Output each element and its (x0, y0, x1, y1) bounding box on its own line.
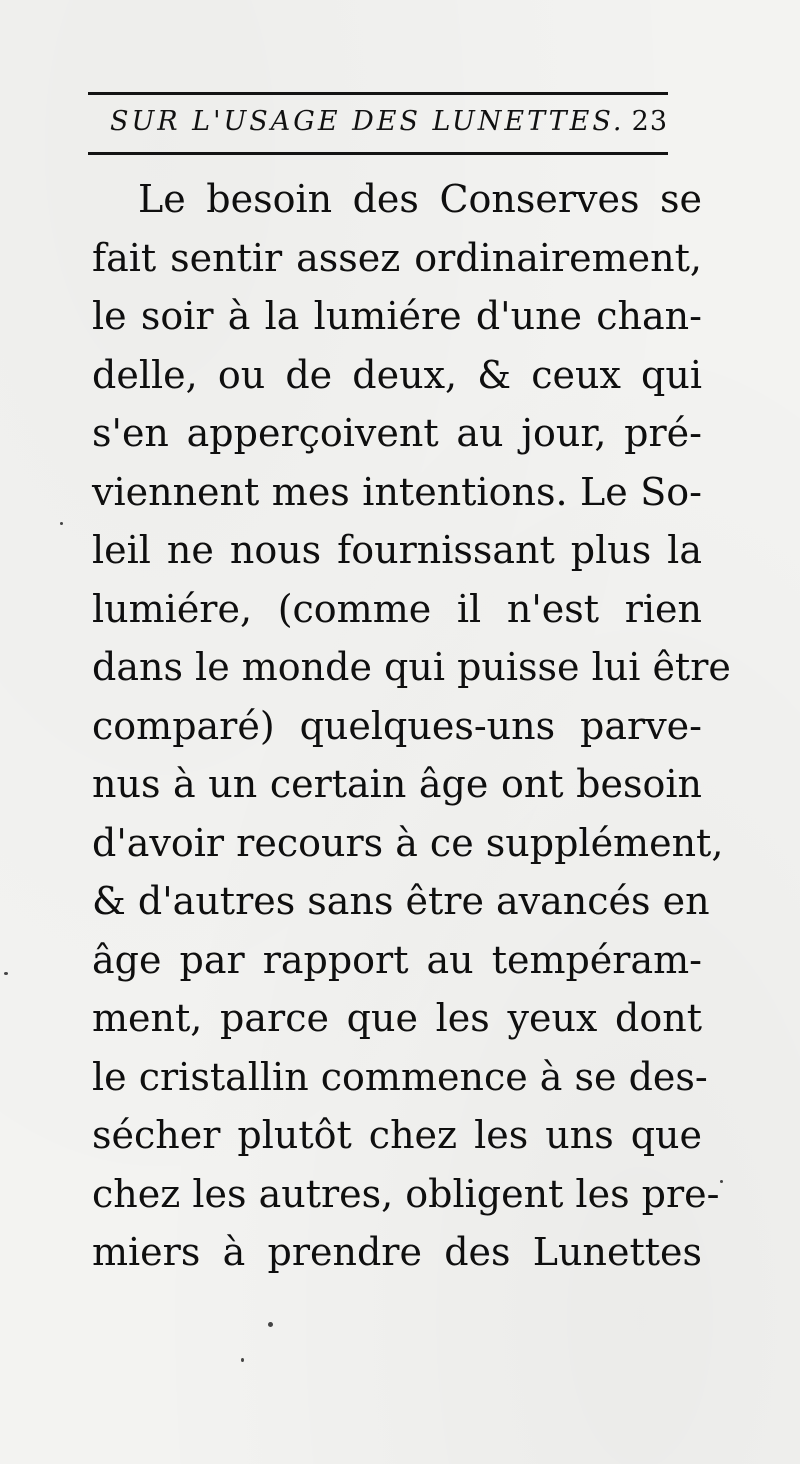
text-line: lumiére, (comme il n'est rien (92, 586, 702, 631)
paper-speck (4, 972, 8, 975)
text-line: âge par rapport au tempéram- (92, 937, 702, 982)
text-line: miers à prendre des Lunettes (92, 1230, 702, 1274)
header-top-rule (88, 92, 668, 95)
text-line: comparé) quelques-uns parve- (92, 703, 702, 748)
paper-speck (241, 1358, 244, 1362)
text-line: dans le monde qui puisse lui être (92, 645, 731, 689)
header-bottom-rule (88, 152, 668, 155)
text-line: nus à un certain âge ont besoin (92, 762, 702, 806)
text-line: chez les autres, obligent les pre- (92, 1171, 720, 1216)
text-line: & d'autres sans être avancés en (92, 879, 710, 923)
text-line: Le besoin des Conserves se (138, 177, 702, 221)
text-line: le cristallin commence à se des- (92, 1054, 708, 1099)
text-line: d'avoir recours à ce supplément, (92, 820, 724, 865)
page-number: 23 (631, 106, 668, 137)
running-head-title: SUR L'USAGE DES LUNETTES. (110, 106, 625, 137)
text-line: fait sentir assez ordinairement, (92, 235, 702, 280)
running-header (110, 106, 668, 146)
text-line: le soir à la lumiére d'une chan- (92, 294, 702, 338)
text-line: sécher plutôt chez les uns que (92, 1113, 702, 1157)
paper-speck (268, 1322, 273, 1327)
body-paragraph (92, 170, 731, 1282)
paper-speck (60, 522, 63, 525)
text-line: leil ne nous fournissant plus la (92, 528, 702, 572)
text-line: s'en apperçoivent au jour, pré- (92, 411, 702, 455)
paper-speck (720, 1180, 723, 1183)
text-line: ment, parce que les yeux dont (92, 996, 702, 1040)
text-line: delle, ou de deux, & ceux qui (92, 352, 702, 397)
text-line: viennent mes intentions. Le So- (92, 469, 702, 514)
